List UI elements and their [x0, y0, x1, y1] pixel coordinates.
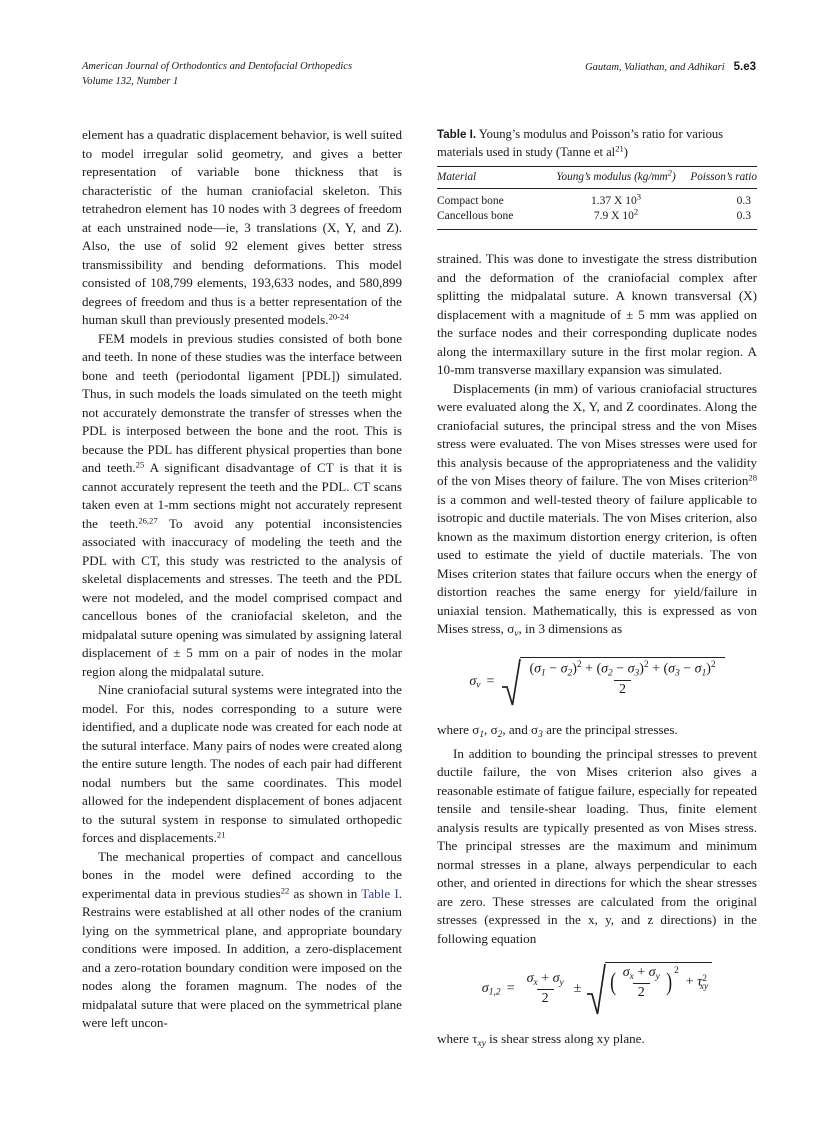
tau-squared-term: + $\tau^2_{xy}$ — [685, 974, 709, 992]
square-root — [501, 657, 724, 707]
running-head-authors-page — [585, 60, 756, 76]
reference-marker[interactable]: 28 — [748, 472, 757, 483]
sigma-subscript: 1 — [479, 730, 485, 741]
reference-marker[interactable]: 21 — [216, 829, 226, 840]
fraction — [524, 660, 720, 697]
group-exponent: 2 — [674, 966, 679, 977]
column-header-youngs-modulus — [556, 167, 675, 189]
reference-marker[interactable]: 26,27 — [138, 515, 158, 526]
cell-value-mantissa: 1.37 X 10 — [591, 195, 637, 207]
sigma-symbol: σ — [481, 980, 489, 996]
paragraph-text: are the principal stresses. — [542, 722, 678, 738]
paragraph-text: The mechanical properties of compact and cancellous bones in the model were defined according to the experimental data in previous studies — [82, 848, 402, 901]
paragraph-in-addition: In addition to bounding the principal stresses to prevent ductile failure, the von Mises criterion also gives a reasonable estimate of fatigue failure, especially for repeated tensile and tensile-shear loading. Thus, finite element analysis results are typically presented as von Mises stress. The principal stresses are the maximum and minimum normal stresses in a plane, always perpendicular to each other, and oriented in directions for which the shear stresses are zero. These stresses are calculated from the original stresses (expressed in the x, y, and z directions) in the following equation — [437, 745, 757, 946]
fraction-denominator: 2 — [633, 983, 650, 1001]
cell-material: Cancellous bone — [437, 209, 556, 230]
paragraph-text: . Restrains were established at all other nodes of the cranium lying on the symmetrical plane, and appropriate boundary conditions were imposed. In addition, a zero-displacement and a zero-rotation boundary condition were imposed on the nodes along the foramen magnum. The nodes of the midpalatal suture that were placed on the symmetrical plane were left uncon- — [82, 885, 402, 1030]
page-number: 5.e3 — [733, 61, 756, 73]
paragraph-strained: strained. This was done to investigate the stress distribution and the deformation of the craniofacial complex after splitting the midpalatal suture. A known transversal (X) displacement with a magnitude of ± 5 mm was applied on the surface nodes and their corresponding duplicate nodes along the intermaxillary suture in the first molar region. A 10-mm transverse maxillary expansion was simulated. — [437, 251, 757, 377]
paragraph-fem-models — [82, 330, 402, 682]
plus-minus-sign: ± — [573, 981, 582, 997]
table-block — [437, 126, 757, 230]
cell-value-exponent: 2 — [633, 206, 639, 217]
fraction-numerator: $\sigma_x + \sigma_y$ — [526, 971, 564, 989]
column-header-poissons-ratio: Poisson’s ratio — [676, 167, 757, 189]
table-label: Table I. — [437, 128, 477, 141]
paragraph-mechanical-properties — [82, 848, 402, 1033]
paragraph-text: is shear stress along xy plane. — [485, 1031, 645, 1047]
reference-marker[interactable]: 22 — [280, 885, 290, 896]
reference-marker[interactable]: 20-24 — [328, 311, 349, 322]
column-header-material: Material — [437, 167, 556, 189]
running-head-journal — [82, 60, 352, 89]
equation-lhs — [482, 981, 501, 998]
paragraph-text: is a common and well-tested theory of failure applicable to isotropic and ductile materials. The von Mises criterion, also known as the maximum distortion energy criterion, is often used to estimate the yield of ductile materials. The von Mises criterion states that failure occurs when the energy of distortion reaches the same energy for yield/failure in uniaxial tension. Mathematically, this is expressed as von Mises stress, σ — [437, 491, 757, 636]
table-body — [437, 189, 757, 230]
paragraph-text: element has a quadratic displacement behavior, is well suited to model irregular solid geometry, and gives a better representation of variable bone thickness that is characteristic of the human craniofacial skeleton. This tetrahedron element has 10 nodes with 3 degrees of freedom at each unstrained node—ie, 3 translations (X, Y, and Z). Also, the use of solid 92 element gives better stress transmissibility and bending deformations. This model consisted of 108,799 elements, 193,633 nodes, and 580,899 degrees of freedom and thus is a better representation of the human skull than previously presented models. — [82, 127, 402, 327]
cell-youngs-modulus — [556, 189, 675, 209]
paragraph-text: where σ — [437, 722, 480, 738]
right-paren: ) — [665, 969, 672, 997]
fraction-denominator: 2 — [537, 989, 554, 1007]
radical-sign-icon — [586, 962, 606, 1016]
equation-von-mises — [437, 657, 757, 707]
radical-sign-icon — [501, 657, 521, 707]
cell-material: Compact bone — [437, 195, 504, 207]
unit-exponent: 2 — [667, 167, 672, 178]
table-caption-text-end: ) — [623, 144, 628, 159]
square-root — [586, 962, 712, 1016]
sigma-symbol: σ — [469, 673, 477, 689]
fraction-first — [522, 971, 569, 1007]
paragraph-text: Nine craniofacial sutural systems were integrated into the model. For this, nodes corresponding to a suture were identified, and a duplicate node was created for each node at the sutural interface. Many pairs of nodes were created along the entire suture length. The nodes of each pair had different nodal numbers but the same coordinates. This model allowed for the independent displacement of bones adjacent to the sutural system in response to simulated orthopedic forces and displacements. — [82, 682, 402, 845]
journal-title: American Journal of Orthodontics and Dentofacial Orthopedics — [82, 61, 353, 72]
right-column — [437, 126, 757, 1053]
paragraph-text: To avoid any potential inconsistencies associated with inaccuracy of modeling the teeth and the PDL with CT, this study was restricted to the analysis of skeletal displacements and stresses. The teeth and the PDL were not modeled, and the model comprised compact and cancellous bones of the craniofacial skeleton, and the midpalatal suture opening was simulated by assigning lateral displacement of ± 5 mm on a pair of nodes in the molar region along the midpalatal suture. — [82, 515, 402, 679]
table-caption — [437, 126, 757, 161]
equals-sign: = — [506, 981, 515, 997]
paragraph-where-principal-stresses — [437, 721, 757, 744]
running-head — [82, 60, 756, 89]
sigma-subscript: 2 — [497, 730, 503, 741]
fraction-numerator: $\sigma_x + \sigma_y$ — [622, 965, 660, 982]
cell-poissons-ratio: 0.3 — [676, 209, 757, 230]
paragraph-text: FEM models in previous studies consisted of both bone and teeth. In none of these studies was the interface between bone and teeth (periodontal ligament [PDL]) simulated. Thus, in such models the loads simulated on the teeth might not accurately demonstrate the transfer of stresses when the PDL is interposed between the bone and the root. This is because the PDL has different physical properties than bone and teeth. — [82, 330, 402, 475]
equation-lhs — [469, 674, 480, 691]
sigma-subscript: 3 — [538, 730, 543, 741]
cell-youngs-modulus — [556, 206, 675, 230]
paragraph-text: , σ — [484, 722, 498, 738]
paragraph-text: as shown in — [289, 885, 362, 901]
cell-value-mantissa: 7.9 X 10 — [593, 210, 634, 222]
reference-marker[interactable]: 21 — [615, 143, 624, 154]
sigma-subscript: v — [514, 628, 519, 639]
paragraph-where-tau — [437, 1030, 757, 1053]
sigma-subscript: v — [476, 679, 481, 691]
author-list: Gautam, Valiathan, and Adhikari — [585, 62, 725, 73]
fraction-second — [618, 965, 665, 1001]
paragraph-text: , and σ — [502, 722, 539, 738]
table-row — [437, 209, 757, 230]
column-header-youngs-modulus-text: Young’s modulus (kg/mm — [556, 171, 668, 183]
paragraph-text: where τ — [437, 1031, 478, 1047]
tau-subscript: xy — [477, 1038, 486, 1049]
reference-marker[interactable]: 25 — [135, 459, 145, 470]
parenthesized-group — [609, 965, 708, 1001]
column-header-youngs-modulus-close: ) — [671, 171, 676, 183]
table-header — [437, 167, 757, 189]
paragraph-text: , in 3 dimensions as — [518, 621, 623, 636]
table-cross-reference-link[interactable]: Table I — [361, 885, 399, 901]
paragraph-element-quadratic — [82, 126, 402, 330]
journal-volume-issue: Volume 132, Number 1 — [82, 75, 179, 87]
equals-sign: = — [486, 674, 495, 690]
fraction-numerator: $(\sigma_1 - \sigma_2)^2 + (\sigma_2 - \sigma_3)^2 + (\sigma_3 - \sigma_1)^2$ — [529, 660, 716, 679]
table-header-row — [437, 167, 757, 189]
radicand — [520, 657, 724, 707]
paragraph-displacements — [437, 380, 757, 644]
radicand — [605, 962, 712, 1016]
table-caption-text: Young’s modulus and Poisson’s ratio for various materials used in study (Tanne et al — [437, 127, 724, 159]
left-column — [82, 126, 402, 1033]
left-paren: ( — [610, 969, 617, 997]
table-row — [437, 189, 757, 209]
paragraph-sutural-systems — [82, 681, 402, 848]
paragraph-text: Displacements (in mm) of various craniofacial structures were evaluated along the X, Y, and Z coordinates. Along the craniofacial sutures, the principal stress and the von Mises stress were evaluated. The von Mises stresses were used for this analysis because of the appropriateness and the validity of the von Mises theory of failure. The von Mises criterion — [437, 380, 757, 488]
cell-value-exponent: 3 — [636, 191, 641, 202]
cell-poissons-ratio: 0.3 — [736, 195, 751, 207]
paragraph-text: A significant disadvantage of CT is that it is cannot accurately represent the teeth and the PDL. CT scans taken even at 1-mm sections might not accurately represent the teeth. — [82, 460, 403, 531]
equation-principal-stresses — [437, 962, 757, 1016]
sigma-subscript: 1,2 — [488, 986, 501, 998]
table-youngs-modulus-poissons-ratio — [437, 166, 757, 230]
fraction-denominator: 2 — [614, 680, 631, 698]
